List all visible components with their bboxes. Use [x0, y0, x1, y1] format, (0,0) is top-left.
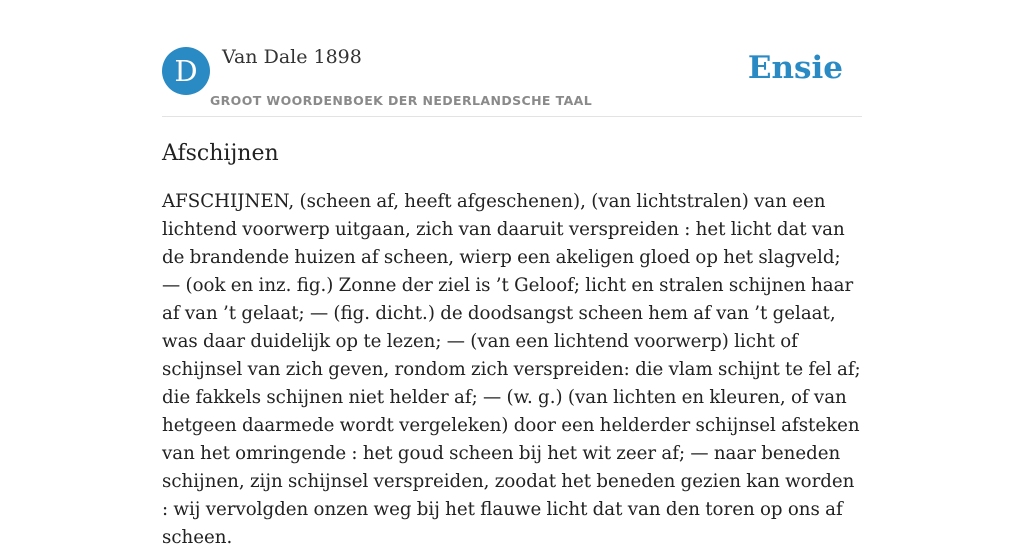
entry-body: AFSCHIJNEN, (scheen af, heeft afgeschenen), (van lichtstralen) van een lichtend voorwerp uitgaan, zich van daaruit verspreiden : het licht dat van de brandende huizen af scheen, wierp een akeligen gloed op het slagveld; — (ook en inz. fig.) Zonne der ziel is ’t Geloof; licht en stralen schijnen haar af van ’t gelaat; — (fig. dicht.) de doodsangst scheen hem af van ’t gelaat, was daar duidelijk op te lezen; — (van een lichtend voorwerp) licht of schijnsel van zich geven, rondom zich verspreiden: die vlam schijnt te fel af; die fakkels schijnen niet helder af; — (w. g.) (van lichten en kleuren, of van hetgeen daarmede wordt vergeleken) door een helderder schijnsel afsteken van het omringende : het goud scheen bij het wit zeer af; — naar beneden schijnen, zijn schijnsel verspreiden, zoodat het beneden gezien kan worden : wij vervolgden onzen weg bij het flauwe licht dat van den toren op ons af scheen. [162, 191, 861, 548]
source-subtitle: GROOT WOORDENBOEK DER NEDERLANDSCHE TAAL [210, 93, 593, 108]
source-header [162, 0, 862, 117]
page-content [162, 0, 862, 552]
source-title[interactable]: Van Dale 1898 [222, 46, 362, 68]
brand-logo[interactable]: Ensie [747, 50, 843, 86]
source-avatar[interactable]: D [162, 47, 210, 95]
entry-title: Afschijnen [162, 141, 279, 166]
